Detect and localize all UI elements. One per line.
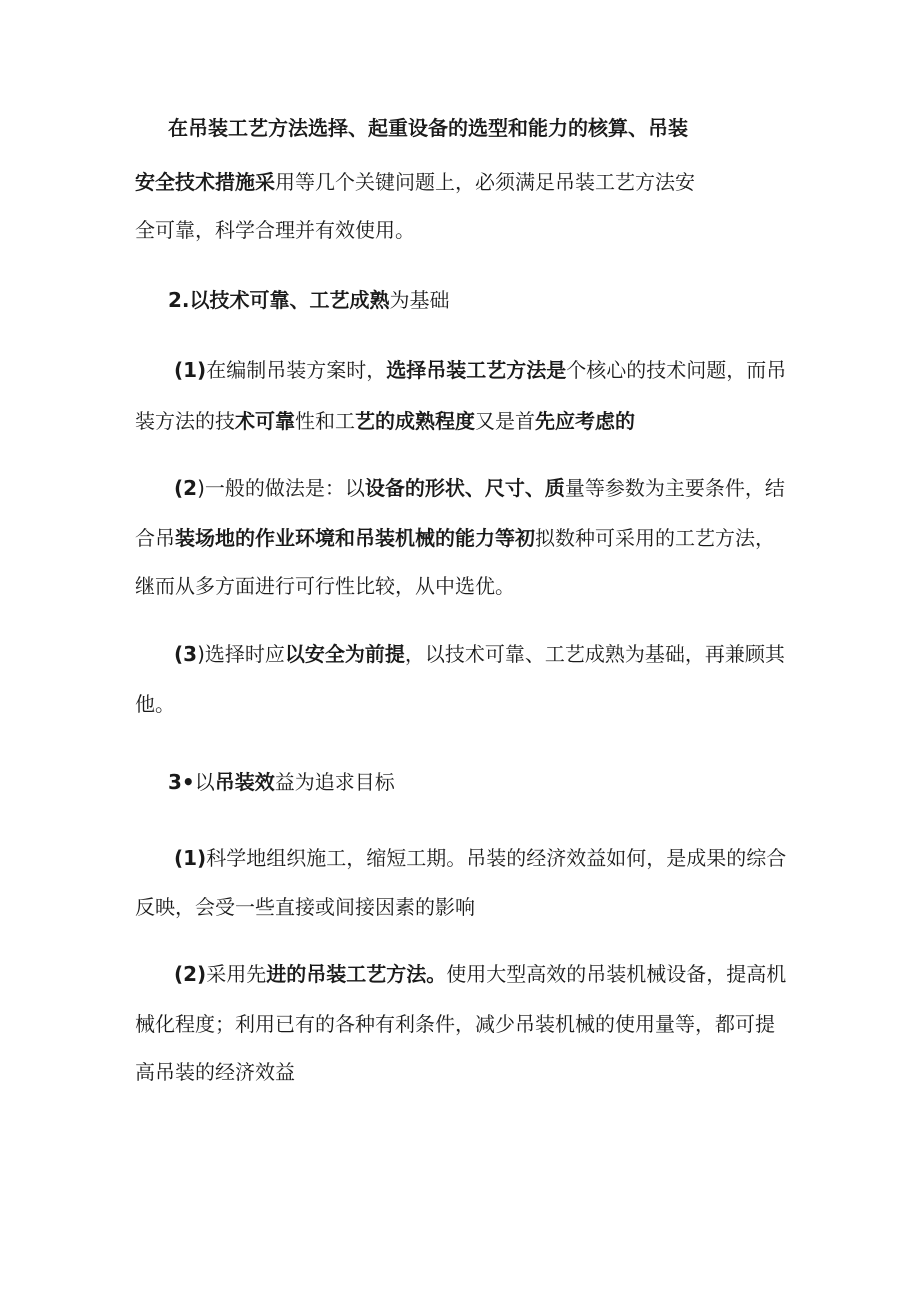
p22-l2-a: 合吊 xyxy=(135,526,175,550)
p22-text-a: )一般的做法是：以 xyxy=(197,476,365,500)
p32-l3: 高吊装的经济效益 xyxy=(135,1060,295,1084)
p22-line1 xyxy=(174,474,785,502)
heading-3-number: 3• xyxy=(168,770,195,794)
p31-text-a: 科学地组织施工，缩短工期。吊装的经济效益如何，是成果的综合 xyxy=(206,846,787,870)
para1-line3-text: 全可靠，科学合理并有效使用。 xyxy=(135,218,415,242)
p32-line2 xyxy=(135,1010,775,1038)
p31-number: (1) xyxy=(174,846,207,870)
p23-text-c: ，以技术可靠、工艺成熟为基础，再兼顾其 xyxy=(404,642,785,666)
p31-line2 xyxy=(135,893,475,921)
p21-l2-f: 先应考虑的 xyxy=(535,409,635,433)
heading-3 xyxy=(168,768,395,796)
p32-bold-b: 进的吊装工艺方法。 xyxy=(266,962,447,986)
p32-line3 xyxy=(135,1058,295,1086)
p21-l2-a: 装方法的技 xyxy=(135,409,235,433)
p21-bold-b: 选择吊装工艺方法是 xyxy=(386,358,567,382)
p22-l3: 继而从多方面进行可行性比较，从中选优。 xyxy=(135,574,515,598)
p31-line1 xyxy=(174,844,786,872)
p22-line3 xyxy=(135,572,515,600)
p22-line2 xyxy=(135,524,775,552)
p21-line2 xyxy=(135,407,635,435)
p22-number: (2 xyxy=(174,476,198,500)
p32-text-c: 使用大型高效的吊装机械设备，提高机 xyxy=(446,962,787,986)
p32-number: (2) xyxy=(174,962,207,986)
para1-line2-text: 用等几个关键问题上，必须满足吊装工艺方法安 xyxy=(275,170,695,194)
p21-text-a: 在编制吊装方案时， xyxy=(206,358,387,382)
p22-l2-c: 拟数种可采用的工艺方法， xyxy=(535,526,775,550)
heading-2-text: 为基础 xyxy=(389,288,450,312)
p32-l2: 械化程度；利用已有的各种有利条件，减少吊装机械的使用量等，都可提 xyxy=(135,1012,775,1036)
p23-number: (3 xyxy=(174,642,198,666)
p21-l2-e: 又是首 xyxy=(475,409,535,433)
p23-line2 xyxy=(135,690,175,718)
p21-l2-b: 术可靠 xyxy=(235,409,295,433)
p22-bold-b: 设备的形状、尺寸、质 xyxy=(364,476,565,500)
p21-text-c: 个核心的技术问题，而吊 xyxy=(566,358,787,382)
p21-l2-c: 性和工 xyxy=(295,409,355,433)
para1-line2-bold: 安全技术措施采 xyxy=(135,170,275,194)
heading-3-bold: 吊装效 xyxy=(214,770,275,794)
p31-l2: 反映，会受一些直接或间接因素的影响 xyxy=(135,895,475,919)
heading-2-bold: 2.以技术可靠、工艺成熟 xyxy=(168,288,390,312)
para1-line1-bold: 在吊装工艺方法选择、起重设备的选型和能力的核算、吊装 xyxy=(168,116,688,140)
p32-text-a: 采用先 xyxy=(206,962,267,986)
para1-line2 xyxy=(135,168,695,196)
heading-2 xyxy=(168,286,450,314)
heading-3-text-a: 以 xyxy=(194,770,215,794)
heading-3-text-c: 益为追求目标 xyxy=(274,770,395,794)
p22-l2-b: 装场地的作业环境和吊装机械的能力等初 xyxy=(175,526,535,550)
p21-number: (1) xyxy=(174,358,207,382)
para1-line1 xyxy=(168,114,688,142)
para1-line3 xyxy=(135,216,415,244)
p21-l2-d: 艺的成熟程度 xyxy=(355,409,475,433)
p23-line1 xyxy=(174,640,785,668)
p22-text-c: 量等参数为主要条件，结 xyxy=(564,476,785,500)
p21-line1 xyxy=(174,356,786,384)
p23-l2: 他。 xyxy=(135,692,175,716)
p23-bold-b: 以安全为前提 xyxy=(284,642,405,666)
p32-line1 xyxy=(174,960,786,988)
p23-text-a: )选择时应 xyxy=(197,642,285,666)
